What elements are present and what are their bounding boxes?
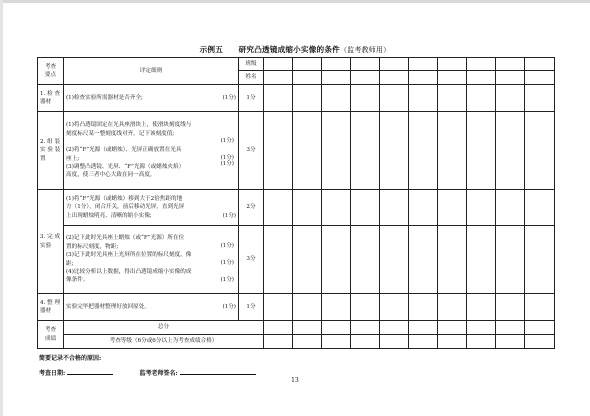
score-cell[interactable] (496, 190, 525, 226)
name-cell[interactable] (380, 71, 409, 85)
total-cell[interactable] (467, 321, 496, 335)
score-cell[interactable] (351, 190, 380, 226)
total-label: 总分 (64, 321, 264, 335)
date-label: 考查日期: (39, 370, 66, 377)
score-cell[interactable] (322, 85, 351, 112)
section-row-assemble (38, 112, 555, 190)
score-cell[interactable] (322, 190, 351, 226)
criterion: (2)将“F”光源（或蜡烛）、光屏正确放置在光具 座上; (1分) (66, 147, 234, 162)
header-row-class (38, 58, 555, 71)
page-number: 13 (291, 377, 299, 384)
grade-row (38, 335, 555, 349)
total-row (38, 321, 555, 335)
title-note: （监考教师用） (339, 46, 391, 54)
evaluation-table (37, 57, 555, 349)
section-row-experiment-a (38, 190, 555, 226)
score-cell[interactable] (496, 112, 525, 190)
total-cell[interactable] (438, 321, 467, 335)
failure-record-label: 简要记录不合格的原因: (39, 355, 102, 362)
class-cell[interactable] (293, 58, 322, 71)
score-cell[interactable] (322, 294, 351, 321)
total-cell[interactable] (322, 321, 351, 335)
footer-date-signature (39, 368, 256, 377)
score-cell[interactable] (467, 190, 496, 226)
class-cell[interactable] (467, 58, 496, 71)
title-main: 示例五 研究凸透镜成缩小实像的条件 (199, 45, 340, 54)
criterion: (3)调整凸透镜、光屏、“F”光源（或蜡烛火焰） 高度，使三者中心大致在同一高度。 (1分) (66, 160, 234, 179)
score-cell[interactable] (351, 85, 380, 112)
score-cell[interactable] (467, 294, 496, 321)
criterion: (4)比较分析以上数据，得出凸透镜成缩小实像的成 像条件。 (1分) (66, 268, 234, 284)
score-cell[interactable] (380, 294, 409, 321)
header-class-label: 班级 (239, 58, 264, 71)
name-cell[interactable] (438, 71, 467, 85)
score-cell[interactable] (496, 294, 525, 321)
score-cell[interactable] (525, 226, 555, 294)
score-cell[interactable] (293, 190, 322, 226)
header-criteria: 评定细则 (64, 58, 239, 85)
score-cell[interactable] (293, 85, 322, 112)
score-cell[interactable] (525, 294, 555, 321)
section-item: 2. 组 装 实 验 装 置 (38, 112, 64, 190)
signature-label: 监考老师签名: (139, 370, 178, 377)
total-cell[interactable] (496, 321, 525, 335)
score-cell[interactable] (409, 85, 438, 112)
grade-cell[interactable] (293, 335, 322, 349)
criterion-points: (1分) (220, 155, 234, 162)
class-cell[interactable] (351, 58, 380, 71)
name-cell[interactable] (351, 71, 380, 85)
grade-cell[interactable] (467, 335, 496, 349)
class-cell[interactable] (496, 58, 525, 71)
score-cell[interactable] (525, 112, 555, 190)
criterion-points: (1分) (222, 304, 236, 310)
section-item: 3. 完 成 实验 (38, 190, 64, 294)
section-row-experiment-b (38, 226, 555, 294)
section-score: 1分 (239, 294, 264, 321)
criterion: (1)将凸透镜固定在光具座滑块上，使滑块刻度线与 刻度标尺某一整刻度线对齐，记下该刻度值; (1分) (66, 122, 234, 145)
grade-cell[interactable] (380, 335, 409, 349)
section-row-tidy-up (38, 294, 555, 321)
total-cell[interactable] (380, 321, 409, 335)
name-cell[interactable] (467, 71, 496, 85)
score-cell[interactable] (438, 294, 467, 321)
score-cell[interactable] (438, 226, 467, 294)
score-cell[interactable] (293, 294, 322, 321)
class-cell[interactable] (438, 58, 467, 71)
page-edge-left (0, 0, 3, 416)
score-cell[interactable] (525, 85, 555, 112)
criterion-points: (1分) (220, 260, 234, 267)
score-cell[interactable] (467, 226, 496, 294)
score-cell[interactable] (496, 85, 525, 112)
criterion: (1)检查实验所需器材是否齐全; (1分) (64, 85, 239, 112)
total-cell[interactable] (525, 321, 555, 335)
criterion: (1)将“F”光源（或蜡烛）移到大于2倍焦距的地 方（1分），闭合开关，前后移动光屏，直到光屏 上出现蜡烛明亮、清晰的缩小实像; (1分) (64, 190, 239, 226)
total-cell[interactable] (351, 321, 380, 335)
score-cell[interactable] (409, 226, 438, 294)
name-cell[interactable] (322, 71, 351, 85)
grade-cell[interactable] (351, 335, 380, 349)
name-cell[interactable] (293, 71, 322, 85)
section-row-check-equipment (38, 85, 555, 112)
grade-cell[interactable] (525, 335, 555, 349)
score-cell[interactable] (322, 112, 351, 190)
grade-cell[interactable] (322, 335, 351, 349)
name-cell[interactable] (525, 71, 555, 85)
grade-cell[interactable] (409, 335, 438, 349)
criterion-points: (1分) (222, 95, 236, 101)
header-name-label: 姓名 (239, 71, 264, 85)
score-cell[interactable] (438, 85, 467, 112)
score-cell[interactable] (409, 112, 438, 190)
score-cell[interactable] (380, 112, 409, 190)
class-cell[interactable] (322, 58, 351, 71)
criterion: (3)记下此时光具座上光屏所在位置的标尺刻度，像 距; (1分) (66, 252, 234, 267)
grade-label: 考查等级（6分或6分以上为考查成绩合格） (64, 335, 264, 349)
name-cell[interactable] (264, 71, 293, 85)
score-cell[interactable] (525, 190, 555, 226)
grade-cell[interactable] (496, 335, 525, 349)
score-cell[interactable] (264, 226, 293, 294)
grade-cell[interactable] (264, 335, 293, 349)
header-item: 考查 要点 (38, 58, 64, 85)
criterion: 实验完毕把器材整理好放回原处。 (1分) (64, 294, 239, 321)
criterion-points: (1分) (220, 243, 234, 250)
section-score: 2分 (239, 190, 264, 226)
score-cell[interactable] (380, 226, 409, 294)
section-item: 1. 检 查 器材 (38, 85, 64, 112)
total-cell[interactable] (293, 321, 322, 335)
result-item: 考查 成绩 (38, 321, 64, 349)
score-cell[interactable] (264, 294, 293, 321)
criterion-points: (1分) (220, 160, 234, 167)
criterion: (2)记下此时光具座上蜡烛（或“F”光源）所在位 置的标尺刻度，物距; (1分) (66, 235, 234, 250)
score-cell[interactable] (380, 190, 409, 226)
score-cell[interactable] (351, 226, 380, 294)
score-cell[interactable] (322, 226, 351, 294)
name-cell[interactable] (409, 71, 438, 85)
score-cell[interactable] (438, 112, 467, 190)
criterion-points: (1分) (220, 276, 234, 283)
score-cell[interactable] (351, 294, 380, 321)
score-cell[interactable] (351, 112, 380, 190)
score-cell[interactable] (293, 112, 322, 190)
score-cell[interactable] (293, 226, 322, 294)
class-cell[interactable] (264, 58, 293, 71)
score-cell[interactable] (380, 85, 409, 112)
criterion-points: (1分) (222, 213, 236, 219)
score-cell[interactable] (264, 85, 293, 112)
score-cell[interactable] (467, 85, 496, 112)
score-cell[interactable] (467, 112, 496, 190)
score-cell[interactable] (438, 190, 467, 226)
section-score: 3分 (239, 112, 264, 190)
criterion-points: (1分) (220, 138, 234, 145)
class-cell[interactable] (409, 58, 438, 71)
total-cell[interactable] (409, 321, 438, 335)
signature-blank[interactable] (180, 369, 256, 375)
section-item: 4. 整 理 器材 (38, 294, 64, 321)
total-cell[interactable] (264, 321, 293, 335)
score-cell[interactable] (496, 226, 525, 294)
score-cell[interactable] (264, 112, 293, 190)
document-title (0, 44, 590, 55)
score-cell[interactable] (409, 190, 438, 226)
date-blank[interactable] (67, 369, 113, 375)
page-edge-top (0, 0, 590, 3)
class-cell[interactable] (525, 58, 555, 71)
score-cell[interactable] (264, 190, 293, 226)
name-cell[interactable] (496, 71, 525, 85)
class-cell[interactable] (380, 58, 409, 71)
criteria-block (64, 226, 239, 294)
criteria-block (64, 112, 239, 190)
grade-cell[interactable] (438, 335, 467, 349)
section-score: 1分 (239, 85, 264, 112)
section-score: 3分 (239, 226, 264, 294)
score-cell[interactable] (409, 294, 438, 321)
